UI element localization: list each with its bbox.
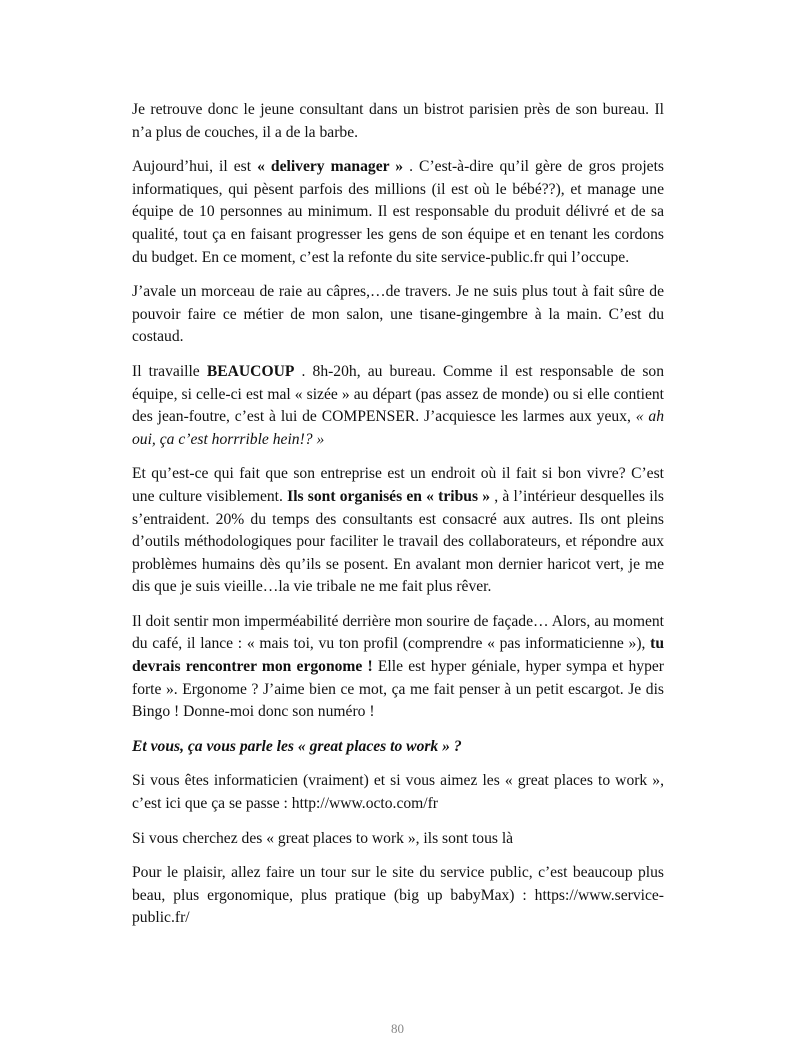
paragraph-1: Je retrouve donc le jeune consultant dans un bistrot parisien près de son bureau. Il n’a plus de couches, il a de la barbe. [132, 101, 664, 141]
quote-italic: « ah oui, ça c’est horrrible hein!? » [132, 408, 664, 448]
ergonome-emphasis: tu devrais rencontrer mon ergonome ! [132, 635, 664, 676]
tribus-emphasis: Ils sont organisés en « tribus » [287, 487, 491, 505]
paragraph-8: Si vous cherchez des « great places to work », ils sont tous là [132, 829, 514, 847]
beaucoup-emphasis: BEAUCOUP [206, 362, 295, 380]
paragraph-5: Et qu’est-ce qui fait que son entreprise est un endroit où il fait si bon vivre? C’est une culture visiblement. Ils sont organisés en « tribus » , à l’intérieur desquelles ils s’entraident. 20% du temps des consultants est consacré aux autres. Ils ont pleins d’outils méthodologiques pour faciliter le travail des collaborateurs, et répondre aux problèmes humains dès qu’ils se posent. En avalant mon dernier haricot vert, je me dis que je suis vieille…la vie tribale ne me fait plus rêver. [132, 465, 664, 596]
page-number: 80 [391, 1021, 404, 1036]
paragraph-6: Il doit sentir mon imperméabilité derrière mon sourire de façade… Alors, au moment du café, il lance : « mais toi, vu ton profil (comprendre « pas informaticienne »), tu devrais rencontrer mon ergonome ! Elle est hyper géniale, hyper sympa et hyper forte ». Ergonome ? J’aime bien ce mot, ça me fait penser à un petit escargot. Je dis Bingo ! Donne-moi donc son numéro ! [132, 612, 664, 721]
paragraph-3: J’avale un morceau de raie au câpres,…de travers. Je ne suis plus tout à fait sûre de pouvoir faire ce métier de mon salon, une tisane-gingembre à la main. C’est du costaud. [132, 283, 664, 346]
delivery-manager-emphasis: « delivery manager » [257, 158, 404, 176]
paragraph-9: Pour le plaisir, allez faire un tour sur le site du service public, c’est beaucoup plus beau, plus ergonomique, plus pratique (big up babyMax) : https://www.service-public.fr/ [132, 864, 664, 927]
section-heading: Et vous, ça vous parle les « great places to work » ? [132, 737, 462, 755]
paragraph-7: Si vous êtes informaticien (vraiment) et si vous aimez les « great places to work », c’est ici que ça se passe : http://www.octo.com/fr [132, 772, 664, 813]
body-text [132, 99, 664, 942]
paragraph-2: Aujourd’hui, il est « delivery manager » . C’est-à-dire qu’il gère de gros projets informatiques, qui pèsent parfois des millions (il est où le bébé??), et manage une équipe de 10 personnes au minimum. Il est responsable du produit délivré et de sa qualité, tout ça en faisant progresser les gens de son équipe et en tenant les cordons du budget. En ce moment, c’est la refonte du site service-public.fr qui l’occupe. [132, 158, 664, 266]
paragraph-4: Il travaille BEAUCOUP . 8h-20h, au bureau. Comme il est responsable de son équipe, si celle-ci est mal « sizée » au départ (pas assez de monde) ou si elle contient des jean-foutre, c’est à lui de COMPENSER. J’acquiesce les larmes aux yeux, « ah oui, ça c’est horrrible hein!? » [132, 362, 664, 448]
